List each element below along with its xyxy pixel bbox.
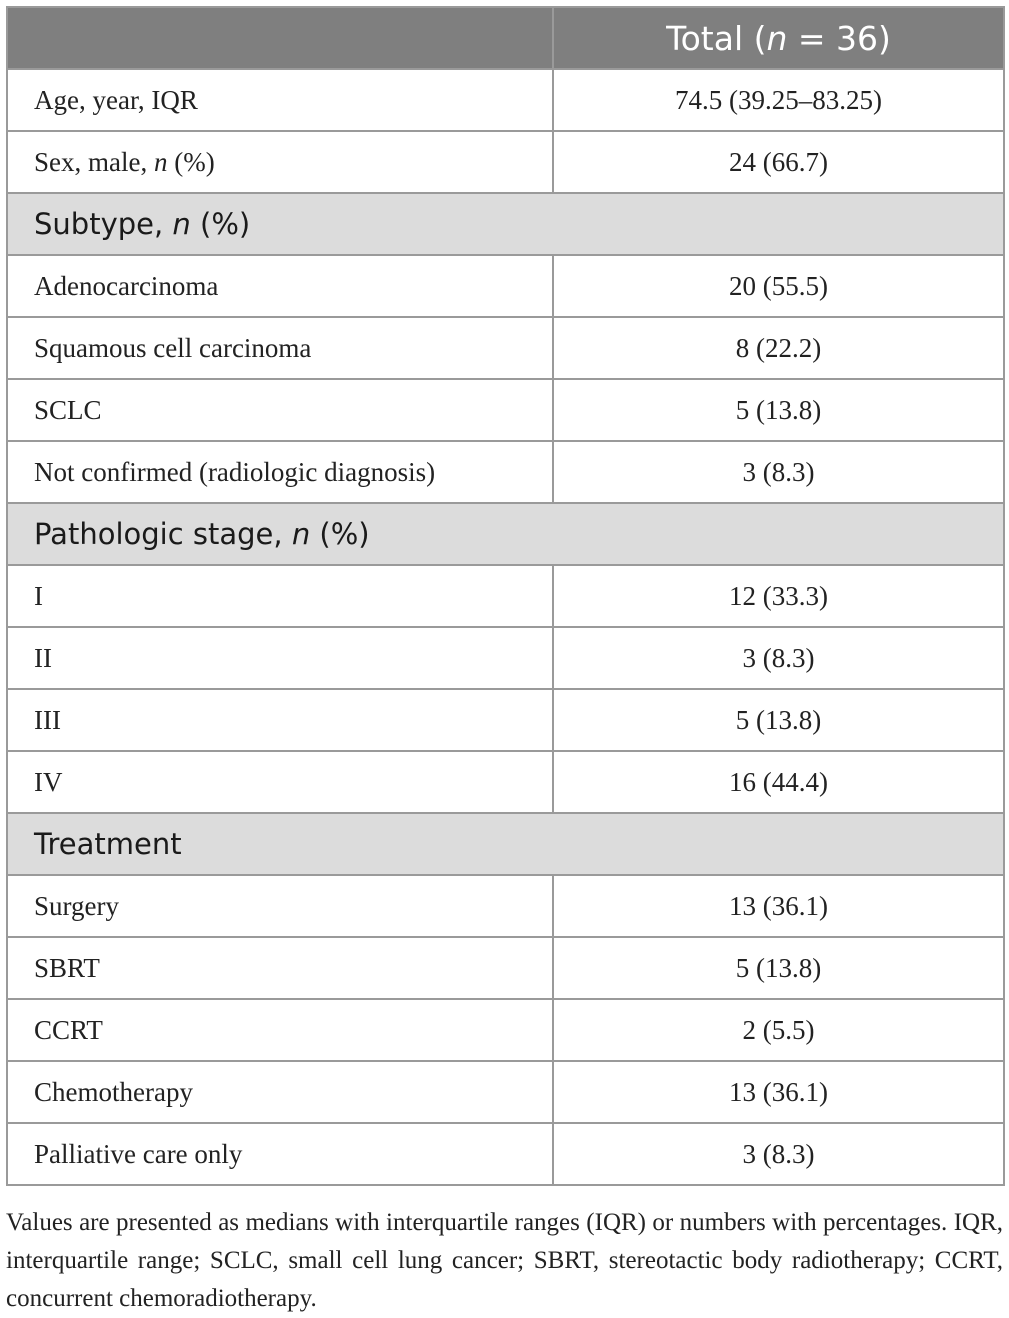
row-label: I [7, 565, 553, 627]
row-value: 24 (66.7) [553, 131, 1004, 193]
row-label: SCLC [7, 379, 553, 441]
row-value: 12 (33.3) [553, 565, 1004, 627]
table-row [7, 255, 1004, 317]
row-value: 20 (55.5) [553, 255, 1004, 317]
table-row [7, 1061, 1004, 1123]
row-value: 5 (13.8) [553, 379, 1004, 441]
section-title: Pathologic stage, n (%) [7, 503, 1004, 565]
section-subtype [7, 193, 1004, 255]
table-row [7, 69, 1004, 131]
table-row [7, 627, 1004, 689]
characteristics-table [6, 6, 1005, 1186]
section-title: Subtype, n (%) [7, 193, 1004, 255]
section-treatment [7, 813, 1004, 875]
table-row [7, 875, 1004, 937]
table-row [7, 689, 1004, 751]
table-footnote: Values are presented as medians with interquartile ranges (IQR) or numbers with percentages. IQR, interquartile range; SCLC, small cell lung cancer; SBRT, stereotactic body radiotherapy; CCRT, concurrent chemoradiotherapy. [6, 1209, 1003, 1312]
row-label: CCRT [7, 999, 553, 1061]
row-value: 5 (13.8) [553, 937, 1004, 999]
row-value: 5 (13.8) [553, 689, 1004, 751]
table-row [7, 131, 1004, 193]
row-label: Adenocarcinoma [7, 255, 553, 317]
row-label: Palliative care only [7, 1123, 553, 1185]
row-value: 2 (5.5) [553, 999, 1004, 1061]
row-value: 3 (8.3) [553, 1123, 1004, 1185]
row-label: Not confirmed (radiologic diagnosis) [7, 441, 553, 503]
row-value: 3 (8.3) [553, 441, 1004, 503]
row-value: 13 (36.1) [553, 875, 1004, 937]
row-label: Surgery [7, 875, 553, 937]
row-label: Sex, male, n (%) [7, 131, 553, 193]
table-row [7, 751, 1004, 813]
table-row [7, 379, 1004, 441]
table-row [7, 999, 1004, 1061]
section-title: Treatment [7, 813, 1004, 875]
table-row [7, 565, 1004, 627]
row-label: IV [7, 751, 553, 813]
header-total: Total (n = 36) [553, 7, 1004, 69]
row-label: Chemotherapy [7, 1061, 553, 1123]
table-row [7, 937, 1004, 999]
row-value: 16 (44.4) [553, 751, 1004, 813]
row-value: 8 (22.2) [553, 317, 1004, 379]
row-value: 13 (36.1) [553, 1061, 1004, 1123]
row-value: 74.5 (39.25–83.25) [553, 69, 1004, 131]
table-header-row [7, 7, 1004, 69]
row-value: 3 (8.3) [553, 627, 1004, 689]
header-blank-cell [7, 7, 553, 69]
row-label: II [7, 627, 553, 689]
section-pathologic-stage [7, 503, 1004, 565]
row-label: Squamous cell carcinoma [7, 317, 553, 379]
row-label: Age, year, IQR [7, 69, 553, 131]
row-label: III [7, 689, 553, 751]
row-label: SBRT [7, 937, 553, 999]
table-row [7, 441, 1004, 503]
table-row [7, 317, 1004, 379]
table-row [7, 1123, 1004, 1185]
